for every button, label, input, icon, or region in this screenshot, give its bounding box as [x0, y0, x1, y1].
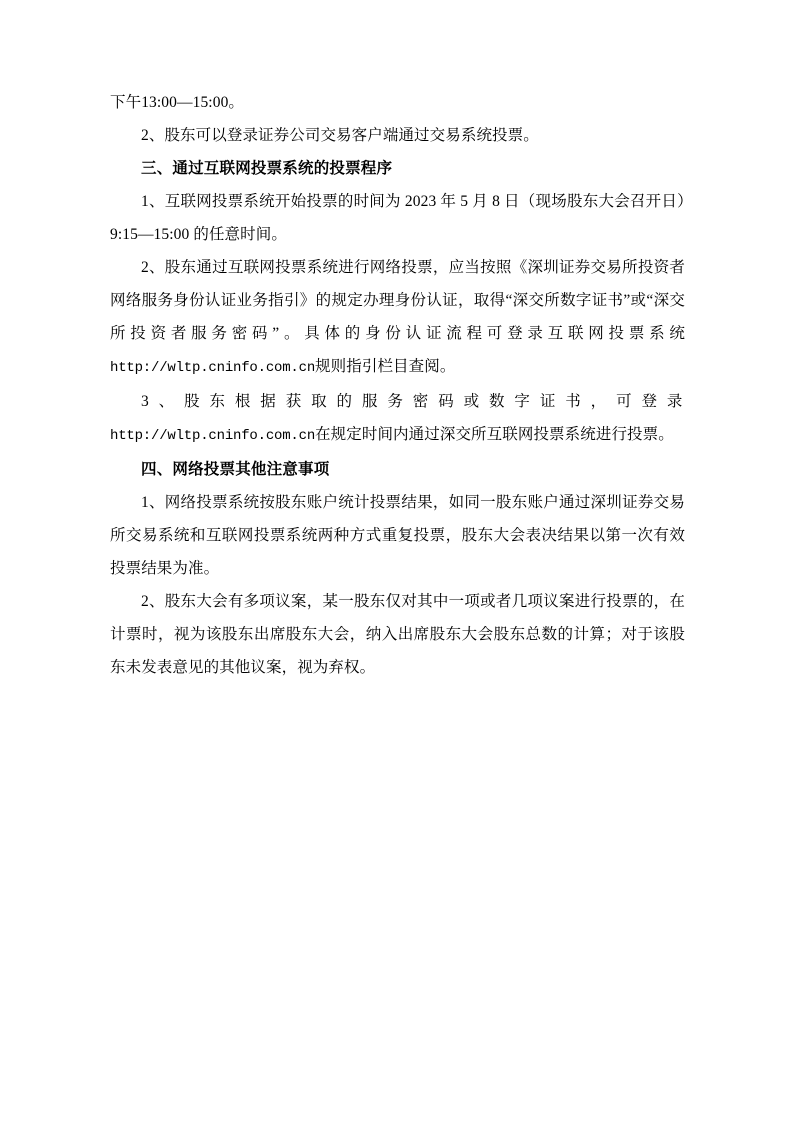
- identity-auth-tail: 规则指引栏目查阅。: [315, 358, 456, 375]
- heading-section-three: 三、通过互联网投票系统的投票程序: [141, 160, 393, 177]
- paragraph-afternoon-time: 下午13:00—15:00。: [110, 94, 245, 111]
- voting-system-url-2: http://wltp.cninfo.com.cn: [110, 428, 316, 444]
- paragraph-identity-auth: [110, 251, 685, 385]
- item3-lead-text: 3、股东根据获取的服务密码或数字证书，可登录: [141, 393, 685, 410]
- paragraph-internet-vote-start: 1、互联网投票系统开始投票的时间为 2023 年 5 月 8 日（现场股东大会召开日）9:15—15:00 的任意时间。: [110, 193, 685, 243]
- identity-auth-text: 2、股东通过互联网投票系统进行网络投票，应当按照《深圳证券交易所投资者网络服务身份认证业务指引》的规定办理身份认证，取得“深交所数字证书”或“深交所投资者服务密码”。具体的身份认证流程可登录互联网投票系统: [110, 259, 685, 342]
- paragraph-duplicate-vote-rule: 1、网络投票系统按股东账户统计投票结果，如同一股东账户通过深圳证券交易所交易系统和互联网投票系统两种方式重复投票，股东大会表决结果以第一次有效投票结果为准。: [110, 494, 685, 577]
- document-body: [110, 86, 685, 684]
- item3-tail-text: 在规定时间内通过深交所互联网投票系统进行投票。: [315, 426, 674, 443]
- paragraph-item2-trading-client: 2、股东可以登录证券公司交易客户端通过交易系统投票。: [141, 127, 539, 144]
- voting-system-url-1: http://wltp.cninfo.com.cn: [110, 360, 316, 376]
- paragraph-item3-login: [110, 385, 685, 453]
- heading-section-four: 四、网络投票其他注意事项: [141, 461, 330, 478]
- paragraph-partial-vote-rule: 2、股东大会有多项议案，某一股东仅对其中一项或者几项议案进行投票的，在计票时，视为该股东出席股东大会，纳入出席股东大会股东总数的计算；对于该股东未发表意见的其他议案，视为弃权。: [110, 593, 685, 676]
